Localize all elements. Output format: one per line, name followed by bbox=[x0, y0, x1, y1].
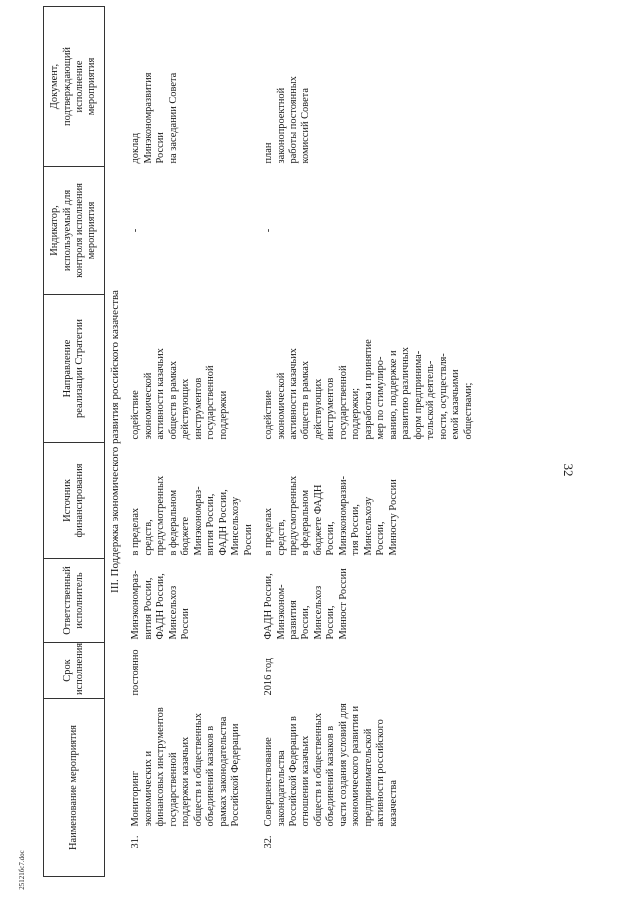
header-direction: Направление реализации Стратегии bbox=[44, 295, 105, 443]
cell-executor: Минэкономраз- вития России, ФАДН России, Минсельхоз России bbox=[130, 570, 192, 640]
cell-document: план законопроектной работы постоянных комиссий Совета bbox=[263, 76, 312, 164]
cell-direction: содействие экономической активности казачьих обществ в рамках действующих инструментов государственной поддержки bbox=[130, 348, 229, 440]
table-row bbox=[126, 7, 259, 877]
cell-source: в пределах средств, предусмотренных в федеральном бюджете Минэкономраз- вития России, ФАДН России, Минсельхозу России bbox=[130, 475, 254, 556]
header-term: Срок исполнения bbox=[44, 643, 105, 699]
section-title-row bbox=[105, 7, 127, 877]
table-row bbox=[259, 7, 479, 877]
name-inner bbox=[263, 674, 400, 849]
cell-document: доклад Минэкономразвития России на заседании Совета bbox=[130, 72, 179, 164]
cell-name bbox=[259, 699, 479, 877]
header-source: Источник финансирования bbox=[44, 443, 105, 559]
page-number: 32 bbox=[561, 463, 576, 477]
row-number: 31. bbox=[130, 835, 142, 849]
row-number: 32. bbox=[263, 835, 275, 849]
cell-name bbox=[126, 699, 259, 877]
document-id: 25121бс7.doc bbox=[18, 850, 26, 890]
header-document: Документ, подтверждающий исполнение мероприятия bbox=[44, 7, 105, 167]
cell-term: постоянно bbox=[130, 649, 142, 696]
cell-direction: содействие экономической активности казачьих обществ в рамках действующих инструментов государственной поддержки; разработка и принятие мер по стимулиро- ванию, поддержке и развитию различных форм предпринима- тельской деятель- ности, осуществля- емой казачьими обществами; bbox=[263, 339, 474, 440]
rotated-page-content bbox=[43, 0, 560, 905]
header-executor: Ответственный исполнитель bbox=[44, 559, 105, 643]
measure-name: Совершенствование законодательства Российской Федерации в отношении казачьих обществ и общественных объединений казаков в части создания условий для экономического развития и предпринимательской активности российского казачества bbox=[263, 703, 399, 827]
measures-table bbox=[43, 6, 479, 877]
measure-name: Мониторинг экономических и финансовых инструментов государственной поддержки казачьих обществ и общественных объединений казаков в рамках законодательства Российской Федерации bbox=[130, 707, 242, 827]
cell-term: 2016 год bbox=[263, 657, 275, 696]
cell-source: в пределах средств, предусмотренных в федеральном бюджете ФАДН России, Минэкономразви- тия России, Минсельхозу России, Минюсту России bbox=[263, 475, 399, 556]
header-indicator: Индикатор, используемый для контроля исполнения мероприятия bbox=[44, 167, 105, 295]
cell-indicator: - bbox=[130, 228, 142, 233]
name-inner bbox=[130, 674, 242, 849]
cell-executor: ФАДН России, Минэконом- развития России, Минсельхоз России, Минюст России bbox=[263, 568, 349, 640]
header-name: Наименование мероприятия bbox=[44, 699, 105, 877]
section-title: III. Поддержка экономического развития российского казачества bbox=[109, 290, 121, 593]
cell-indicator: - bbox=[263, 228, 275, 233]
table-header bbox=[44, 7, 105, 877]
